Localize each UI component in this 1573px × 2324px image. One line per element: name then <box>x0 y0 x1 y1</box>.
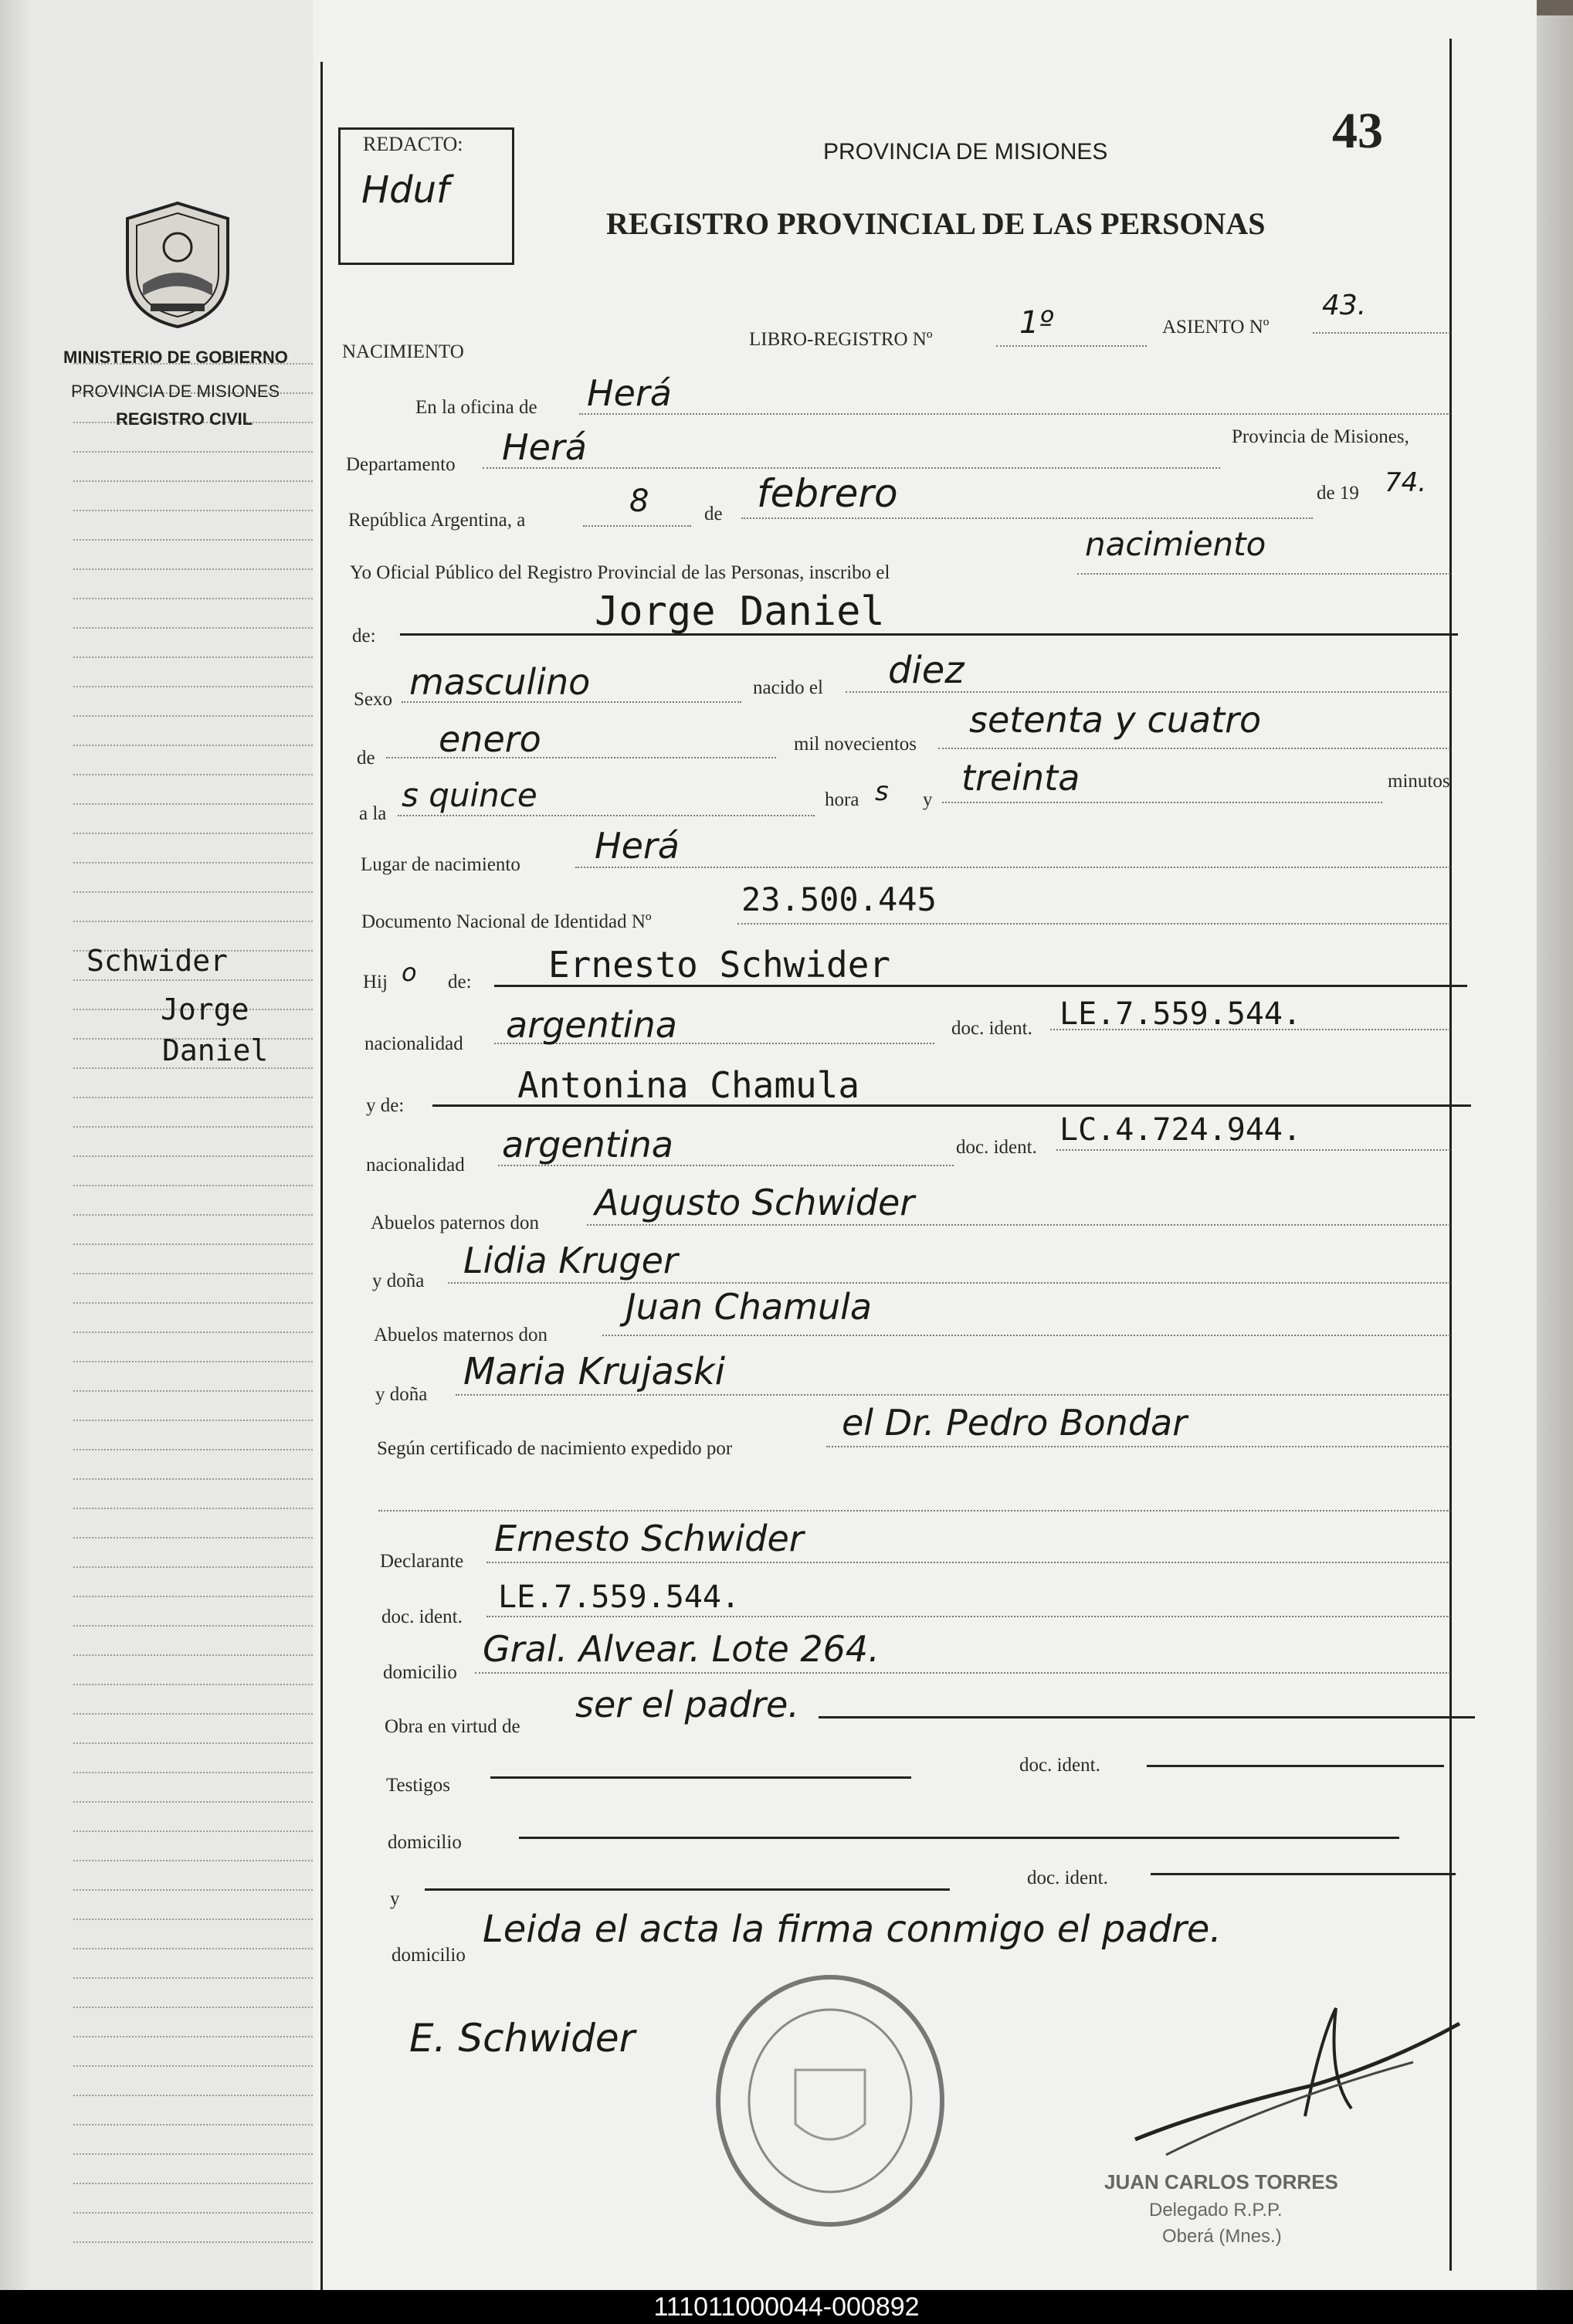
stub-ruled-line <box>73 1830 313 1832</box>
declarante-dots <box>486 1562 1450 1563</box>
leida-value: Leida el acta la firma conmigo el padre. <box>483 1908 1222 1951</box>
hijo-label: Hij <box>363 972 388 992</box>
document-id-bar: 111011000044-000892 <box>0 2290 1573 2324</box>
doc-madre-value: LC.4.724.944. <box>1059 1112 1302 1148</box>
page-title: REGISTRO PROVINCIAL DE LAS PERSONAS <box>606 206 1266 241</box>
stub-ruled-line <box>73 1742 313 1744</box>
minutos-dots <box>942 802 1382 803</box>
de-mes-nac-label: de <box>357 748 375 768</box>
republica-label: República Argentina, a <box>348 510 526 531</box>
declarante-value: Ernesto Schwider <box>494 1518 804 1559</box>
y-de-label: y de: <box>366 1095 405 1116</box>
stub-ruled-line <box>73 1449 313 1450</box>
stub-ruled-line <box>73 1243 313 1245</box>
padre-value: Ernesto Schwider <box>548 944 891 986</box>
stub-ruled-line <box>73 1155 313 1157</box>
yo-oficial-label: Yo Oficial Público del Registro Provincial de las Personas, inscribo el <box>350 562 890 583</box>
sexo-value: masculino <box>409 661 591 703</box>
dni-label: Documento Nacional de Identidad Nº <box>361 911 652 932</box>
page-edge <box>1537 15 1573 2290</box>
stub-ruled-line <box>73 2036 313 2037</box>
stub-page <box>0 0 332 2290</box>
stub-ruled-line <box>73 656 313 658</box>
stub-ruled-line <box>73 1889 313 1891</box>
margin-note-surname: Schwider <box>86 944 229 978</box>
nacido-label: nacido el <box>753 677 823 698</box>
oficina-label: En la oficina de <box>415 397 537 418</box>
anio-nac-value: setenta y cuatro <box>969 699 1262 741</box>
stub-divider-line <box>320 62 323 2290</box>
stub-ruled-line <box>73 1332 313 1333</box>
stub-ruled-line <box>73 539 313 541</box>
doc-decl-dots <box>486 1616 1450 1617</box>
domicilio-value: Gral. Alvear. Lote 264. <box>483 1628 880 1670</box>
stub-ruled-line <box>73 480 313 482</box>
mes-value: febrero <box>757 471 898 516</box>
yo-oficial-value: nacimiento <box>1085 525 1266 563</box>
stub-ruled-line <box>73 1420 313 1421</box>
domicilio2-underline <box>519 1837 1399 1839</box>
stub-ruled-line <box>73 2183 313 2184</box>
abuelos-pat-label: Abuelos paternos don <box>371 1213 540 1233</box>
stub-ruled-line <box>73 1361 313 1362</box>
stub-ruled-line <box>73 2212 313 2214</box>
asiento-value: 43. <box>1322 290 1367 321</box>
y-dona-mat-label: y doña <box>375 1384 428 1405</box>
de-mes-label: de <box>704 504 723 524</box>
oficina-value: Herá <box>587 372 672 414</box>
redacto-label: REDACTO: <box>363 133 463 155</box>
stub-ruled-line <box>73 1302 313 1304</box>
stub-ruled-line <box>73 1478 313 1480</box>
officer-title: Delegado R.P.P. <box>1149 2200 1283 2221</box>
anio-prefix: de 19 <box>1317 483 1359 504</box>
lugar-label: Lugar de nacimiento <box>361 854 520 875</box>
stub-ruled-line <box>73 2007 313 2008</box>
a-la-dots <box>398 815 815 816</box>
obra-value: ser el padre. <box>575 1684 799 1725</box>
stub-ruled-line <box>73 1214 313 1216</box>
stub-ruled-line <box>73 1596 313 1597</box>
stub-ruled-line <box>73 979 313 981</box>
stub-ruled-line <box>73 1654 313 1656</box>
stub-ruled-line <box>73 686 313 687</box>
stub-ruled-line <box>73 2095 313 2096</box>
domicilio-dots <box>475 1672 1450 1674</box>
y-dona-pat-label: y doña <box>372 1271 425 1291</box>
mes-nac-value: enero <box>439 718 541 760</box>
margin-note-name-1: Jorge <box>161 992 249 1026</box>
page-number: 43 <box>1332 103 1383 159</box>
stub-ruled-line <box>73 1919 313 1920</box>
act-type-label: NACIMIENTO <box>342 341 464 362</box>
minutos-label: minutos <box>1388 771 1450 792</box>
mil-novecientos-label: mil novecientos <box>794 734 917 755</box>
de-nombre-label: de: <box>352 626 376 646</box>
stub-ruled-line <box>73 2124 313 2126</box>
abuelo-mat-value: Juan Chamula <box>625 1286 873 1328</box>
officer-name: JUAN CARLOS TORRES <box>1104 2170 1338 2193</box>
testigos-label: Testigos <box>386 1775 450 1796</box>
stub-ruled-line <box>73 745 313 746</box>
doc-test2-underline <box>1151 1873 1456 1875</box>
doc-madre-label: doc. ident. <box>956 1137 1037 1158</box>
stub-ruled-line <box>73 1097 313 1098</box>
dia-dots <box>583 525 691 527</box>
stub-registry: REGISTRO CIVIL <box>116 409 253 429</box>
stub-ruled-line <box>73 2065 313 2067</box>
doc-decl-label: doc. ident. <box>381 1606 463 1627</box>
domicilio2-label: domicilio <box>388 1832 462 1853</box>
abuela-mat-dots <box>456 1394 1450 1396</box>
stub-ruled-line <box>73 568 313 570</box>
binding-shadow <box>0 0 31 2290</box>
libro-label: LIBRO-REGISTRO Nº <box>749 329 933 350</box>
left-signature: E. Schwider <box>409 2016 636 2061</box>
officer-signature-icon <box>1120 1993 1475 2170</box>
stub-ruled-line <box>73 510 313 511</box>
hijo-suffix: o <box>402 958 417 987</box>
lugar-dots <box>575 867 1450 868</box>
obra-underline <box>819 1716 1475 1718</box>
oficina-dots <box>579 413 1450 415</box>
stub-ruled-line <box>73 774 313 775</box>
hora-value: s <box>875 776 889 807</box>
abuela-pat-value: Lidia Kruger <box>463 1240 678 1281</box>
segun-dots-2 <box>378 1510 1450 1511</box>
anio-value: 74. <box>1385 467 1427 498</box>
mes-dots <box>741 517 1313 519</box>
nac-madre-label: nacionalidad <box>366 1155 465 1176</box>
minutos-value: treinta <box>961 757 1080 799</box>
departamento-value: Herá <box>502 426 587 468</box>
officer-location: Oberá (Mnes.) <box>1162 2226 1282 2247</box>
domicilio3-label: domicilio <box>392 1945 466 1966</box>
stub-ruled-line <box>73 598 313 599</box>
main-left-border <box>1449 39 1452 2271</box>
stub-province: PROVINCIA DE MISIONES <box>71 382 280 401</box>
dni-dots <box>737 923 1450 925</box>
stub-ruled-line <box>73 2241 313 2243</box>
stub-ruled-line <box>73 1948 313 1949</box>
abuela-mat-value: Maria Krujaski <box>463 1350 726 1393</box>
stub-ruled-line <box>73 1537 313 1539</box>
abuela-pat-dots <box>448 1282 1450 1284</box>
y-minutos-label: y <box>923 789 933 810</box>
yo-oficial-dots <box>1077 573 1450 575</box>
madre-value: Antonina Chamula <box>517 1064 860 1106</box>
a-la-value: s quince <box>402 776 537 814</box>
declarante-label: Declarante <box>380 1551 464 1572</box>
anio-nac-dots <box>938 748 1450 749</box>
hijo-de-label: de: <box>448 972 472 992</box>
obra-label: Obra en virtud de <box>385 1716 520 1737</box>
header-province: PROVINCIA DE MISIONES <box>823 139 1108 165</box>
stub-ruled-line <box>73 891 313 893</box>
abuelo-pat-value: Augusto Schwider <box>595 1182 915 1223</box>
official-stamp-icon <box>710 1969 950 2232</box>
nac-padre-value: argentina <box>506 1004 677 1046</box>
sexo-label: Sexo <box>354 689 392 710</box>
nombre-value: Jorge Daniel <box>595 589 885 635</box>
segun-value: el Dr. Pedro Bondar <box>842 1402 1188 1444</box>
nac-madre-value: argentina <box>502 1124 673 1165</box>
asiento-dots <box>1313 332 1450 334</box>
stub-ruled-line <box>73 1390 313 1392</box>
abuelo-pat-dots <box>587 1224 1450 1226</box>
stub-ruled-line <box>73 1126 313 1128</box>
stub-ruled-line <box>73 1801 313 1803</box>
margin-note-name-2: Daniel <box>162 1033 269 1067</box>
stub-ruled-line <box>73 921 313 922</box>
segun-label: Según certificado de nacimiento expedido por <box>377 1438 733 1459</box>
stub-ruled-line <box>73 627 313 629</box>
stub-ruled-line <box>73 1625 313 1627</box>
doc-padre-label: doc. ident. <box>951 1018 1032 1039</box>
doc-test2-label: doc. ident. <box>1027 1868 1108 1888</box>
doc-padre-value: LE.7.559.544. <box>1059 996 1302 1032</box>
stub-ruled-line <box>73 1566 313 1568</box>
stub-ruled-line <box>73 1273 313 1274</box>
stub-ruled-line <box>73 1508 313 1509</box>
stub-ruled-line <box>73 1772 313 1773</box>
dni-value: 23.500.445 <box>741 880 937 918</box>
doc-decl-value: LE.7.559.544. <box>498 1579 741 1615</box>
provincial-emblem-icon <box>120 199 236 331</box>
abuelos-mat-label: Abuelos maternos don <box>374 1325 547 1345</box>
stub-ruled-line <box>73 1860 313 1861</box>
stub-ruled-line <box>73 451 313 453</box>
libro-value: 1º <box>1019 305 1054 341</box>
doc-madre-dots <box>1056 1149 1450 1151</box>
y2-label: y <box>390 1888 400 1909</box>
stub-ruled-line <box>73 862 313 863</box>
doc-test-underline <box>1147 1765 1444 1767</box>
stub-ruled-line <box>73 715 313 717</box>
libro-dots <box>996 345 1147 347</box>
hora-label: hora <box>825 789 859 810</box>
abuelo-mat-dots <box>602 1335 1450 1336</box>
dia-value: 8 <box>629 483 649 519</box>
stub-ruled-line <box>73 1713 313 1715</box>
a-la-label: a la <box>359 803 387 824</box>
asiento-label: ASIENTO Nº <box>1162 317 1270 338</box>
stub-ruled-line <box>73 1684 313 1685</box>
redacto-value: Hduf <box>361 168 449 212</box>
stub-ruled-line <box>73 2153 313 2155</box>
nacido-value: diez <box>888 649 964 692</box>
doc-test-label: doc. ident. <box>1019 1755 1100 1776</box>
stub-ruled-line <box>73 1185 313 1186</box>
lugar-value: Herá <box>595 825 680 867</box>
y2-underline <box>425 1888 950 1891</box>
stub-ruled-line <box>73 833 313 834</box>
testigos-underline <box>490 1776 911 1779</box>
nac-padre-label: nacionalidad <box>364 1033 463 1054</box>
departamento-dots <box>483 467 1220 469</box>
stub-ruled-line <box>73 1977 313 1979</box>
departamento-label: Departamento <box>346 454 456 475</box>
stub-ministry: MINISTERIO DE GOBIERNO <box>63 348 288 367</box>
segun-dots <box>826 1446 1450 1447</box>
stub-ruled-line <box>73 803 313 805</box>
domicilio-label: domicilio <box>383 1662 457 1683</box>
stub-ruled-line <box>73 1067 313 1069</box>
nombre-underline <box>400 633 1458 636</box>
provincia-label: Provincia de Misiones, <box>1232 426 1409 447</box>
